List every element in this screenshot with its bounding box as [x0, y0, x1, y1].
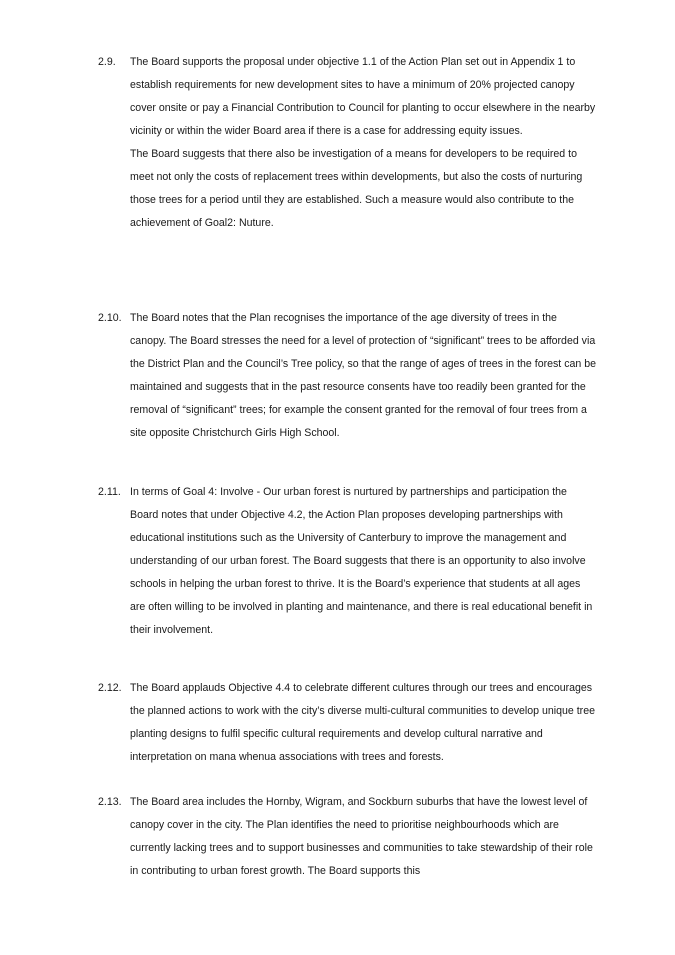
paragraph-body: [130, 307, 596, 445]
paragraph-number: 2.10.: [98, 312, 122, 324]
paragraph-2-13: [98, 791, 598, 883]
paragraph-text: The Board area includes the Hornby, Wigram, and Sockburn suburbs that have the lowest level of canopy cover in the city. The Plan identifies the need to prioritise neighbourhoods which are currently lacking trees and to support businesses and communities to take stewardship of their role in contributing to urban forest growth. The Board supports this: [130, 796, 593, 877]
paragraph-text: The Board notes that the Plan recognises the importance of the age diversity of trees in the canopy. The Board stresses the need for a level of protection of “significant” trees to be afforded via the District Plan and the Council’s Tree policy, so that the range of ages of trees in the forest can be maintained and suggests that in the past resource consents have too readily been granted for the removal of “significant” trees; for example the consent granted for the removal of four trees from a site opposite Christchurch Girls High School.: [130, 312, 596, 439]
paragraph-2-10: [98, 307, 598, 445]
paragraph-text: The Board suggests that there also be investigation of a means for developers to be required to meet not only the costs of replacement trees within developments, but also the costs of nurturing those trees for a period until they are established. Such a measure would also contribute to the achievement of Goal2: Nuture.: [130, 148, 583, 229]
paragraph-text: In terms of Goal 4: Involve - Our urban forest is nurtured by partnerships and participation the Board notes that under Objective 4.2, the Action Plan proposes developing partnerships with educational institutions such as the University of Canterbury to improve the management and understanding of our urban forest. The Board suggests that there is an opportunity to also involve schools in helping the urban forest to thrive. It is the Board’s experience that students at all ages are often willing to be involved in planting and maintenance, and there is real educational benefit in their involvement.: [130, 486, 593, 636]
paragraph-text: The Board supports the proposal under objective 1.1 of the Action Plan set out in Appendix 1 to establish requirements for new development sites to have a minimum of 20% projected canopy cover onsite or pay a Financial Contribution to Council for planting to occur elsewhere in the nearby vicinity or within the wider Board area if there is a case for addressing equity issues.: [130, 56, 596, 137]
paragraph-number: 2.13.: [98, 796, 122, 808]
paragraph-number: 2.9.: [98, 56, 116, 68]
paragraph-text: The Board applauds Objective 4.4 to celebrate different cultures through our trees and encourages the planned actions to work with the city’s diverse multi-cultural communities to develop unique tree planting designs to fulfil specific cultural requirements and develop cultural narrative and interpretation on mana whenua associations with trees and forests.: [130, 682, 595, 763]
paragraph-2-9: [98, 51, 598, 235]
paragraph-body: [130, 51, 596, 235]
paragraph-number: 2.12.: [98, 682, 122, 694]
paragraph-2-11: [98, 481, 598, 642]
paragraph-2-12: [98, 677, 598, 769]
paragraph-body: [130, 791, 596, 883]
paragraph-body: [130, 677, 596, 769]
paragraph-body: [130, 481, 596, 642]
paragraph-number: 2.11.: [98, 486, 121, 498]
